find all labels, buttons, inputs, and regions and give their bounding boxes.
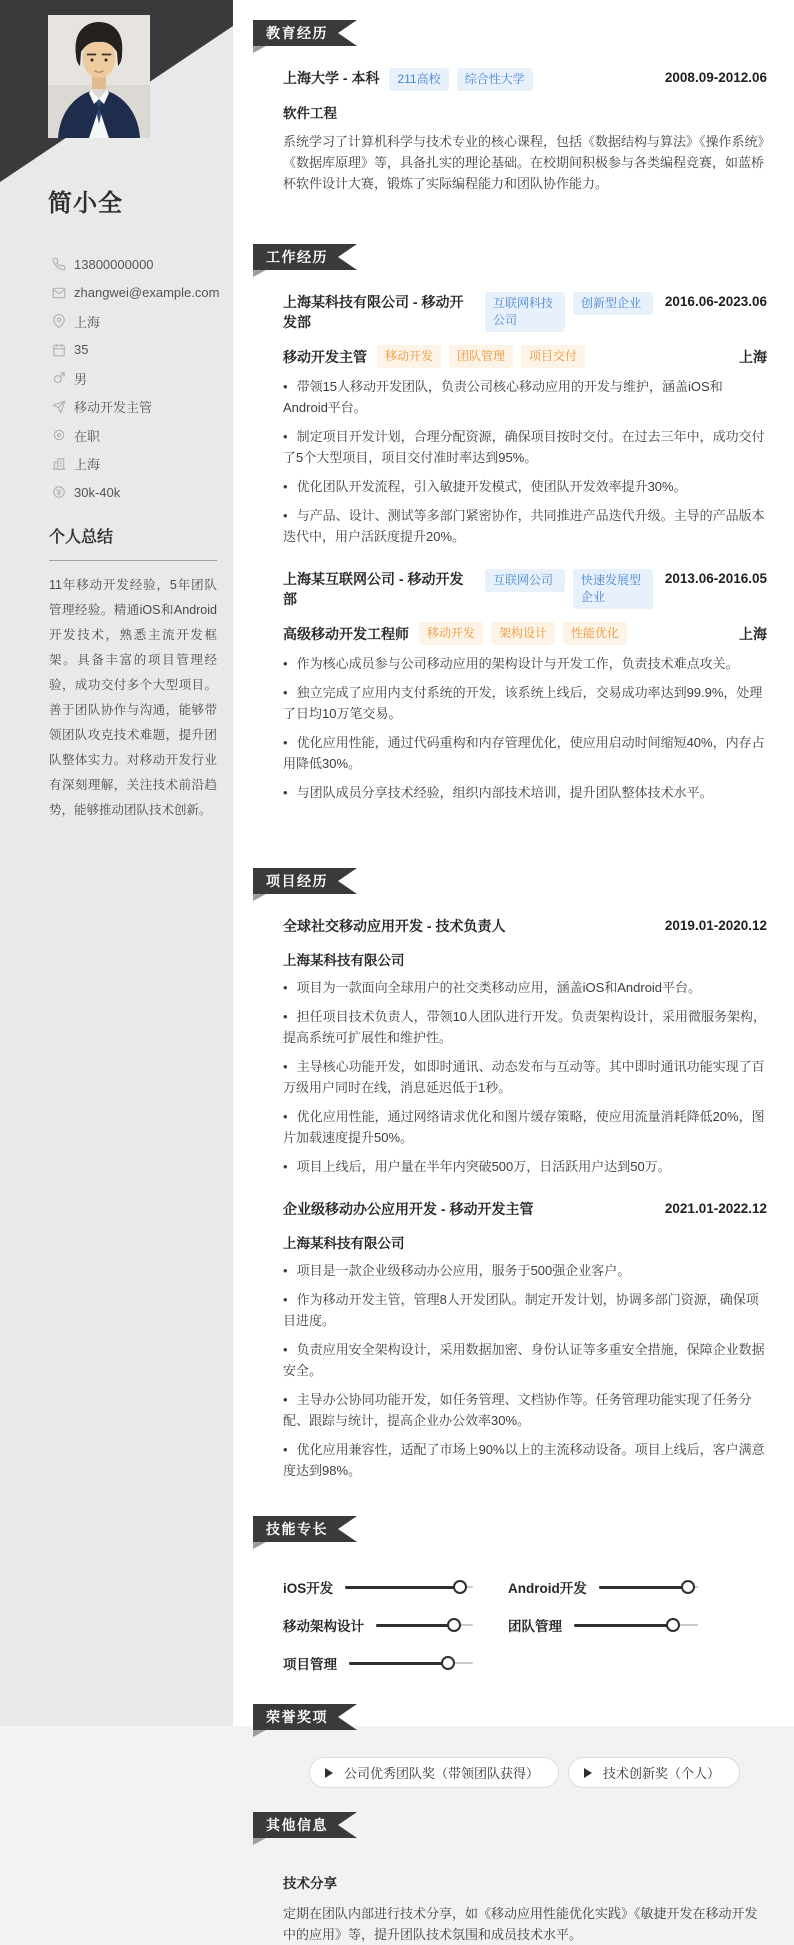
bullet-item: • 优化团队开发流程，引入敏捷开发模式，使团队开发效率提升30%。 xyxy=(283,476,767,497)
work-section xyxy=(283,292,767,803)
contact-list xyxy=(52,250,219,507)
project-date: 2021.01-2022.12 xyxy=(664,1201,767,1216)
work-entry xyxy=(283,569,767,803)
education-tag: 211高校 xyxy=(389,68,448,91)
phone-icon xyxy=(52,257,66,271)
bullet-item: • 优化应用兼容性，适配了市场上90%以上的主流移动设备。项目上线后，客户满意度达到98%。 xyxy=(283,1439,767,1481)
skill-row xyxy=(283,1652,473,1674)
ribbon-fold xyxy=(253,46,266,53)
contact-item-job-title xyxy=(52,393,219,422)
section-title-education: 教育经历 xyxy=(266,25,328,41)
projects-section xyxy=(283,916,767,1481)
bullet-item: • 主导核心功能开发，如即时通讯、动态发布与互动等。其中即时通讯功能实现了百万级用户同时在线，消息延迟低于1秒。 xyxy=(283,1056,767,1098)
work-location: 上海 xyxy=(739,348,767,365)
project-name: 全球社交移动应用开发 - 技术负责人 xyxy=(283,918,506,934)
skill-row xyxy=(508,1576,698,1598)
education-date: 2008.09-2012.06 xyxy=(664,70,767,85)
bullet-item: • 作为核心成员参与公司移动应用的架构设计与开发工作，负责技术难点攻关。 xyxy=(283,653,767,674)
bullet-item: • 担任项目技术负责人，带领10人团队进行开发。负责架构设计，采用微服务架构，提高系统可扩展性和维护性。 xyxy=(283,1006,767,1048)
award-pill xyxy=(309,1757,559,1788)
role-tag: 项目交付 xyxy=(521,345,585,368)
project-company: 上海某科技有限公司 xyxy=(283,953,405,968)
company-tag: 快速发展型企业 xyxy=(573,569,653,609)
skill-knob xyxy=(666,1618,680,1632)
gender-icon xyxy=(52,371,66,385)
bullet-item: • 优化应用性能，通过代码重构和内存管理优化，使应用启动时间缩短40%，内存占用降低30%。 xyxy=(283,732,767,774)
bullet-item: • 项目为一款面向全球用户的社交类移动应用，涵盖iOS和Android平台。 xyxy=(283,977,767,998)
bullet-item: • 作为移动开发主管，管理8人开发团队。制定开发计划，协调多部门资源，确保项目进度。 xyxy=(283,1289,767,1331)
company-tag: 互联网科技公司 xyxy=(485,292,565,332)
skill-name: 移动架构设计 xyxy=(283,1619,364,1634)
project-bullets xyxy=(283,977,767,1177)
role-tag: 团队管理 xyxy=(449,345,513,368)
ribbon-fold xyxy=(253,270,266,277)
award-pill xyxy=(568,1757,740,1788)
role-tag: 移动开发 xyxy=(419,622,483,645)
skills-grid xyxy=(283,1576,698,1674)
skill-fill xyxy=(349,1662,448,1665)
profile-photo xyxy=(48,15,150,138)
skill-knob xyxy=(681,1580,695,1594)
contact-value-gender: 男 xyxy=(74,371,88,387)
role-tags xyxy=(419,622,627,645)
contact-value-age: 35 xyxy=(74,342,89,358)
work-bullets xyxy=(283,653,767,803)
work-entry xyxy=(283,292,767,547)
company-tag: 互联网公司 xyxy=(485,569,565,592)
role-title: 高级移动开发工程师 xyxy=(283,625,409,642)
section-title-projects: 项目经历 xyxy=(266,873,328,889)
skill-name: Android开发 xyxy=(508,1581,587,1596)
other-text: 定期在团队内部进行技术分享，如《移动应用性能优化实践》《敏捷开发在移动开发中的应用》等，提升团队技术氛围和成员技术水平。 xyxy=(283,1906,758,1942)
work-date: 2013.06-2016.05 xyxy=(664,571,767,586)
project-entry xyxy=(283,916,767,1177)
play-triangle-icon xyxy=(325,1768,333,1778)
main-content xyxy=(233,0,794,1942)
skill-row xyxy=(283,1576,473,1598)
contact-item-age xyxy=(52,336,219,365)
summary-title: 个人总结 xyxy=(49,529,114,546)
ribbon-fold xyxy=(253,1542,266,1549)
contact-value-city: 上海 xyxy=(74,457,101,473)
project-date: 2019.01-2020.12 xyxy=(664,918,767,933)
role-title: 移动开发主管 xyxy=(283,348,367,365)
contact-value-phone: 13800000000 xyxy=(74,256,154,272)
bullet-item: • 与产品、设计、测试等多部门紧密协作，共同推进产品迭代升级。主导的产品版本迭代中，用户活跃度提升20%。 xyxy=(283,505,767,547)
section-title-awards: 荣誉奖项 xyxy=(266,1709,328,1725)
project-entry xyxy=(283,1199,767,1481)
paper-plane-icon xyxy=(52,400,66,414)
email-icon xyxy=(52,286,66,300)
section-ribbon-skills xyxy=(253,1516,357,1542)
school-degree: 上海大学 - 本科 xyxy=(283,70,380,86)
section-ribbon-education xyxy=(253,20,357,46)
skill-slider xyxy=(345,1580,473,1595)
award-label: 公司优秀团队奖（带领团队获得） xyxy=(344,1766,540,1781)
contact-value-salary: 30k-40k xyxy=(74,484,121,500)
project-company: 上海某科技有限公司 xyxy=(283,1236,405,1251)
summary-text: 11年移动开发经验，5年团队管理经验。精通iOS和Android开发技术，熟悉主流开发框架。具备丰富的项目管理经验，成功交付多个大型项目。善于团队协作与沟通，能够带领团队攻克技术难题，提升团队整体实力。对移动开发行业有深刻理解，关注技术前沿趋势，能够推动团队技术创新。 xyxy=(49,578,217,817)
ribbon-fold xyxy=(253,894,266,901)
project-header-row xyxy=(283,916,767,936)
sidebar xyxy=(0,0,233,1726)
company-tags xyxy=(485,569,653,609)
bullet-item: • 与团队成员分享技术经验，组织内部技术培训，提升团队整体技术水平。 xyxy=(283,782,767,803)
contact-item-email xyxy=(52,279,219,308)
section-ribbon-awards xyxy=(253,1704,357,1730)
candidate-name: 简小全 xyxy=(48,190,123,217)
section-title-skills: 技能专长 xyxy=(266,1521,328,1537)
avatar xyxy=(48,15,150,138)
bullet-item: • 主导办公协同功能开发，如任务管理、文档协作等。任务管理功能实现了任务分配、跟踪与统计，提高企业办公效率30%。 xyxy=(283,1389,767,1431)
skill-knob xyxy=(453,1580,467,1594)
company-tags xyxy=(485,292,653,332)
summary-divider xyxy=(49,560,217,561)
awards-row xyxy=(309,1757,767,1788)
contact-item-gender xyxy=(52,364,219,393)
skill-fill xyxy=(574,1624,673,1627)
section-ribbon-other xyxy=(253,1812,357,1838)
ribbon-fold xyxy=(253,1838,266,1845)
project-name: 企业级移动办公应用开发 - 移动开发主管 xyxy=(283,1201,534,1217)
education-tags xyxy=(389,68,532,91)
skill-slider xyxy=(599,1580,698,1595)
status-icon xyxy=(52,428,66,442)
skill-slider xyxy=(376,1618,473,1633)
role-tag: 性能优化 xyxy=(563,622,627,645)
award-label: 技术创新奖（个人） xyxy=(603,1766,721,1781)
play-triangle-icon xyxy=(584,1768,592,1778)
skill-fill xyxy=(345,1586,460,1589)
skill-slider xyxy=(574,1618,698,1633)
education-section xyxy=(283,68,767,194)
contact-item-salary xyxy=(52,478,219,507)
work-date: 2016.06-2023.06 xyxy=(664,294,767,309)
contact-item-city xyxy=(52,450,219,479)
bullet-item: • 独立完成了应用内支付系统的开发，该系统上线后，交易成功率达到99.9%，处理了日均10万笔交易。 xyxy=(283,682,767,724)
education-major: 软件工程 xyxy=(283,106,337,121)
role-tag: 架构设计 xyxy=(491,622,555,645)
bullet-item: • 负责应用安全架构设计，采用数据加密、身份认证等多重安全措施，保障企业数据安全。 xyxy=(283,1339,767,1381)
work-header-row xyxy=(283,569,767,609)
education-header-row xyxy=(283,68,767,91)
company-tag: 创新型企业 xyxy=(573,292,653,315)
skill-name: iOS开发 xyxy=(283,1581,334,1596)
other-subtitle: 技术分享 xyxy=(283,1876,337,1891)
project-bullets xyxy=(283,1260,767,1481)
education-entry xyxy=(283,68,767,194)
work-role-row xyxy=(283,622,767,645)
work-header-row xyxy=(283,292,767,332)
education-tag: 综合性大学 xyxy=(457,68,533,91)
contact-value-job-title: 移动开发主管 xyxy=(74,400,153,416)
contact-item-status xyxy=(52,421,219,450)
work-bullets xyxy=(283,376,767,547)
salary-icon xyxy=(52,485,66,499)
contact-item-location xyxy=(52,307,219,336)
contact-value-email: zhangwei@example.com xyxy=(74,285,220,301)
section-title-other: 其他信息 xyxy=(266,1817,328,1833)
skill-name: 团队管理 xyxy=(508,1619,562,1634)
skill-name: 项目管理 xyxy=(283,1657,337,1672)
project-header-row xyxy=(283,1199,767,1219)
bullet-item: • 带领15人移动开发团队，负责公司核心移动应用的开发与维护，涵盖iOS和Android平台。 xyxy=(283,376,767,418)
section-title-work: 工作经历 xyxy=(266,249,328,265)
skill-row xyxy=(508,1614,698,1636)
bullet-item: • 优化应用性能，通过网络请求优化和图片缓存策略，使应用流量消耗降低20%，图片加载速度提升50%。 xyxy=(283,1106,767,1148)
ribbon-fold xyxy=(253,1730,266,1737)
skill-knob xyxy=(447,1618,461,1632)
bullet-item: • 项目是一款企业级移动办公应用，服务于500强企业客户。 xyxy=(283,1260,767,1281)
bullet-item: • 制定项目开发计划，合理分配资源，确保项目按时交付。在过去三年中，成功交付了5个大型项目，项目交付准时率达到95%。 xyxy=(283,426,767,468)
role-tags xyxy=(377,345,585,368)
summary-section xyxy=(49,524,217,823)
company-name: 上海某互联网公司 - 移动开发部 xyxy=(283,571,464,607)
company-name: 上海某科技有限公司 - 移动开发部 xyxy=(283,294,464,330)
age-icon xyxy=(52,343,66,357)
location-icon xyxy=(52,314,66,328)
work-location: 上海 xyxy=(739,625,767,642)
role-tag: 移动开发 xyxy=(377,345,441,368)
work-role-row xyxy=(283,345,767,368)
contact-value-status: 在职 xyxy=(74,428,101,444)
skill-row xyxy=(283,1614,473,1636)
skill-fill xyxy=(599,1586,688,1589)
contact-value-location: 上海 xyxy=(74,314,101,330)
section-ribbon-projects xyxy=(253,868,357,894)
contact-item-phone xyxy=(52,250,219,279)
skill-slider xyxy=(349,1656,473,1671)
bullet-item: • 项目上线后，用户量在半年内突破500万，日活跃用户达到50万。 xyxy=(283,1156,767,1177)
skill-fill xyxy=(376,1624,454,1627)
skill-knob xyxy=(441,1656,455,1670)
education-description: 系统学习了计算机科学与技术专业的核心课程，包括《数据结构与算法》《操作系统》《数据库原理》等，具备扎实的理论基础。在校期间积极参与各类编程竞赛，如蓝桥杯软件设计大赛，锻炼了实际编程能力和团队协作能力。 xyxy=(283,134,765,191)
section-ribbon-work xyxy=(253,244,357,270)
building-icon xyxy=(52,457,66,471)
